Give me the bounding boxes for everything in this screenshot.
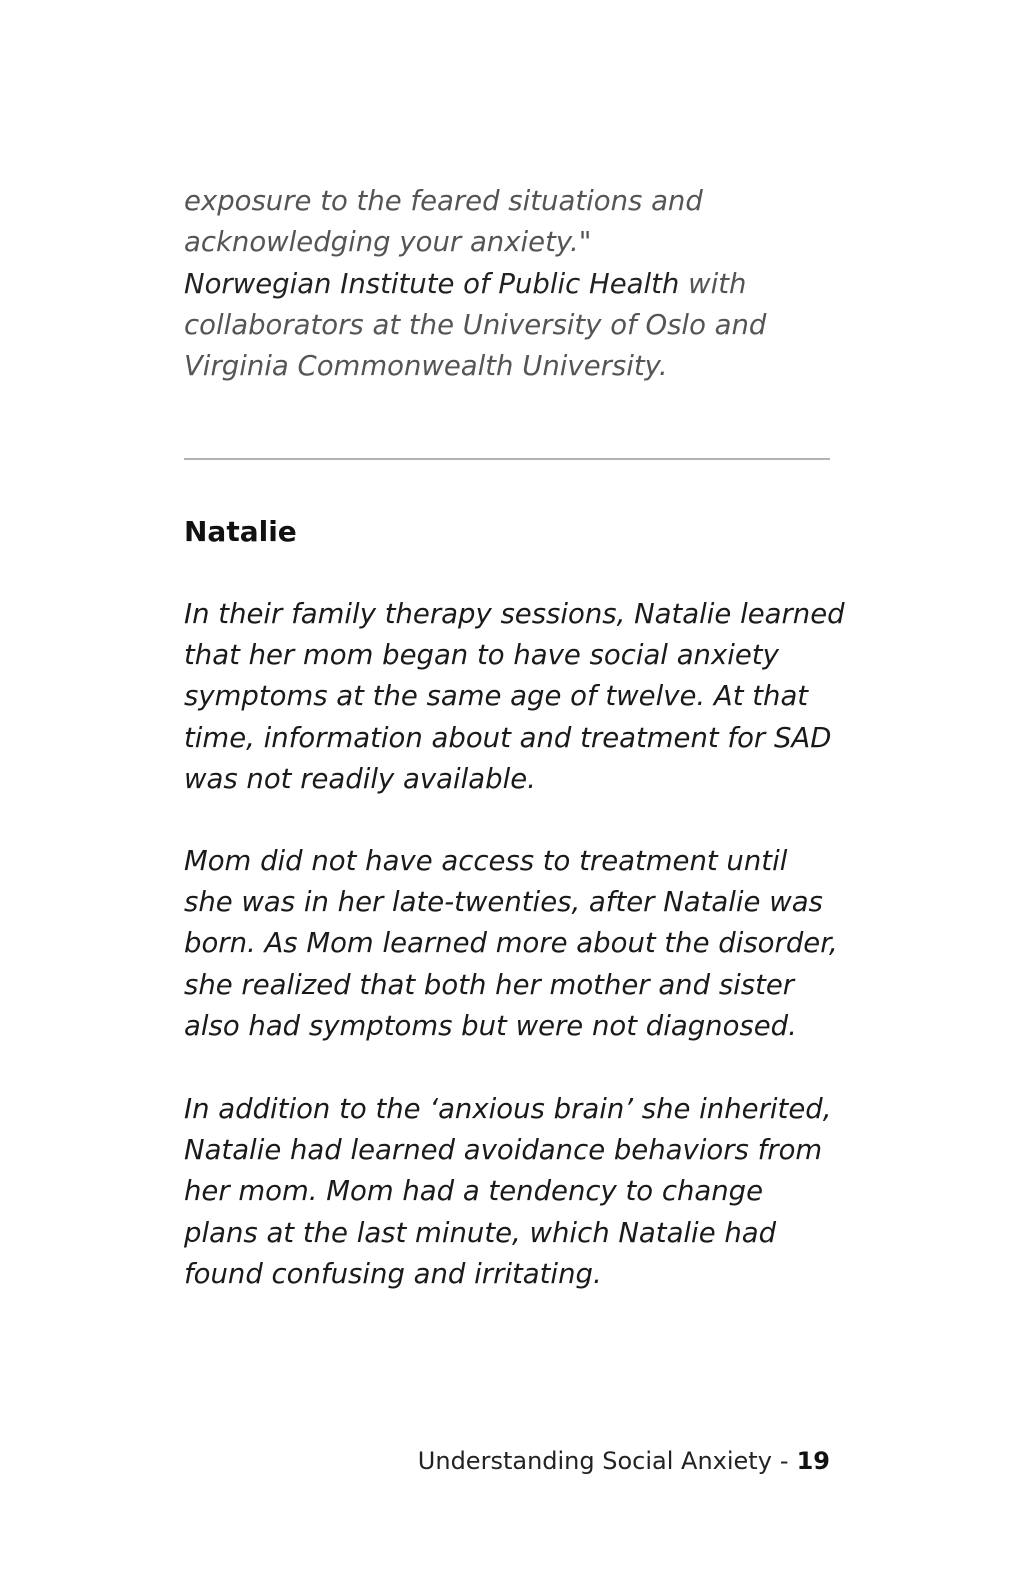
quote-line: exposure to the feared situations and bbox=[184, 185, 703, 217]
paragraph-line: time, information about and treatment for SAD bbox=[184, 721, 832, 754]
story-paragraph bbox=[184, 594, 844, 800]
quote-continuation bbox=[184, 181, 844, 387]
paragraph-line: In addition to the ‘anxious brain’ she inherited, bbox=[184, 1093, 832, 1125]
quote-source-connector: with bbox=[679, 267, 747, 300]
paragraph-line: her mom. Mom had a tendency to change bbox=[184, 1175, 764, 1208]
paragraph-line: also had symptoms but were not diagnosed. bbox=[184, 1009, 797, 1042]
story-paragraph bbox=[184, 1089, 844, 1295]
paragraph-line: Mom did not have access to treatment until bbox=[184, 845, 788, 877]
paragraph-line: she realized that both her mother and sister bbox=[184, 968, 795, 1001]
paragraph-line: symptoms at the same age of twelve. At that bbox=[184, 680, 809, 713]
running-title: Understanding Social Anxiety bbox=[417, 1447, 772, 1475]
footer-separator: - bbox=[779, 1447, 789, 1475]
story-paragraph bbox=[184, 841, 844, 1047]
paragraph-line: was not readily available. bbox=[184, 762, 536, 795]
quote-source-line bbox=[184, 264, 844, 305]
page-footer bbox=[418, 1444, 830, 1478]
quote-line: acknowledging your anxiety." bbox=[184, 226, 592, 259]
paragraph-line: she was in her late-twenties, after Natalie was bbox=[184, 886, 823, 919]
story-heading: Natalie bbox=[184, 515, 297, 548]
paragraph-line: found confusing and irritating. bbox=[184, 1257, 602, 1290]
paragraph-line: Natalie had learned avoidance behaviors from bbox=[184, 1134, 823, 1167]
quote-source-organization: Norwegian Institute of Public Health bbox=[184, 267, 680, 300]
page-number: 19 bbox=[796, 1447, 830, 1475]
paragraph-line: plans at the last minute, which Natalie had bbox=[184, 1216, 777, 1249]
quote-source-line: collaborators at the University of Oslo and bbox=[184, 308, 767, 341]
section-divider bbox=[184, 458, 830, 460]
quote-source-line: Virginia Commonwealth University. bbox=[184, 350, 668, 383]
paragraph-line: that her mom began to have social anxiety bbox=[184, 639, 779, 672]
paragraph-line: In their family therapy sessions, Natalie learned bbox=[184, 598, 845, 630]
paragraph-line: born. As Mom learned more about the disorder, bbox=[184, 927, 838, 960]
